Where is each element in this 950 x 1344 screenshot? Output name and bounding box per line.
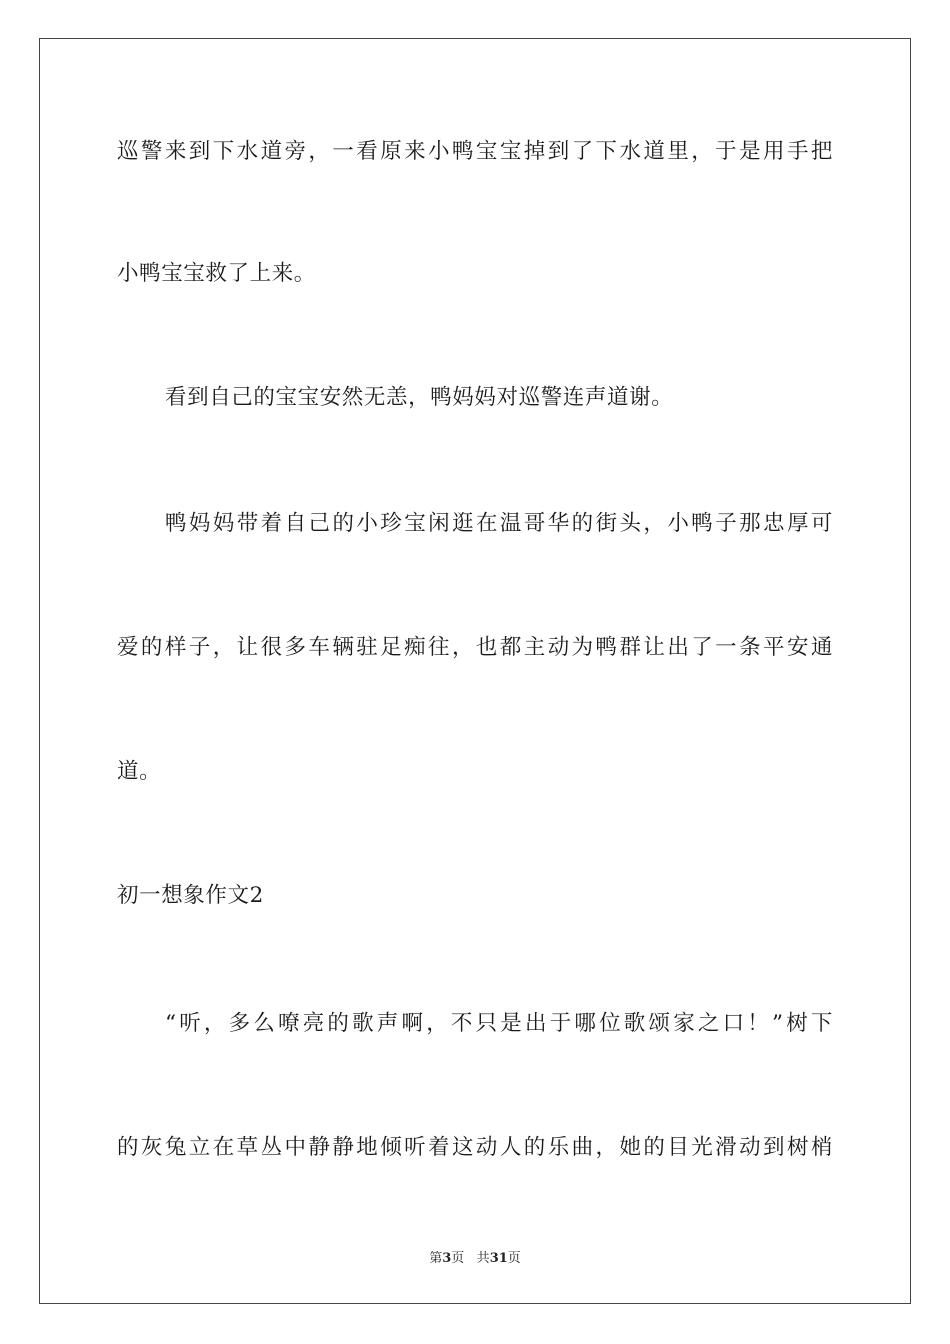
paragraph-line: 巡警来到下水道旁，一看原来小鸭宝宝掉到了下水道里，于是用手把 <box>117 139 833 164</box>
paragraph-line: 小鸭宝宝救了上来。 <box>117 261 316 286</box>
footer-page-number: 3 <box>442 1251 452 1266</box>
footer-total-prefix: 共 <box>476 1251 490 1266</box>
page-footer <box>0 1247 950 1266</box>
paragraph-line: 的灰兔立在草丛中静静地倾听着这动人的乐曲，她的目光滑动到树梢 <box>117 1135 833 1160</box>
paragraph-line: 道。 <box>117 759 162 784</box>
footer-total-pages: 31 <box>489 1251 508 1266</box>
section-heading: 初一想象作文2 <box>117 883 264 908</box>
footer-prefix: 第 <box>429 1251 443 1266</box>
paragraph-line: 看到自己的宝宝安然无恙，鸭妈妈对巡警连声道谢。 <box>165 385 674 410</box>
footer-page-unit: 页 <box>451 1251 465 1266</box>
paragraph-line: 爱的样子，让很多车辆驻足痴往，也都主动为鸭群让出了一条平安通 <box>117 635 833 660</box>
page-border <box>39 38 911 1304</box>
footer-total-unit: 页 <box>507 1251 521 1266</box>
paragraph-line: 鸭妈妈带着自己的小珍宝闲逛在温哥华的街头，小鸭子那忠厚可 <box>165 511 833 536</box>
paragraph-line: “听，多么嘹亮的歌声啊，不只是出于哪位歌颂家之口！”树下 <box>165 1011 833 1036</box>
